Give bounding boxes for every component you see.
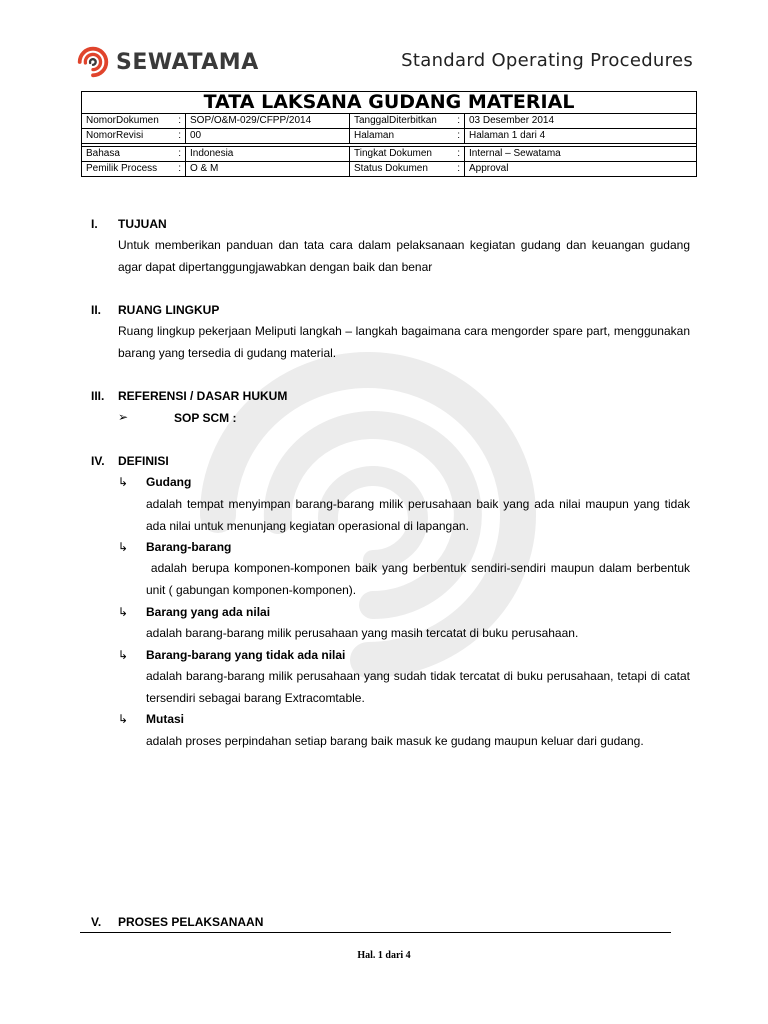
- section-number: I.: [91, 217, 98, 231]
- meta-value: SOP/O&M-029/CFPP/2014: [186, 114, 350, 129]
- meta-value: 00: [186, 129, 350, 144]
- meta-colon: :: [178, 130, 181, 141]
- section-paragraph: Ruang lingkup pekerjaan Meliputi langkah – langkah bagaimana cara mengorder spare part, menggunakan barang yang tersedia di gudang material.: [118, 324, 690, 360]
- hook-arrow-icon: ↳: [118, 540, 129, 554]
- section-number: III.: [91, 389, 105, 403]
- meta-colon: :: [457, 115, 460, 126]
- section-heading: RUANG LINGKUP: [118, 303, 220, 317]
- meta-value: Approval: [465, 162, 697, 177]
- footer-divider: [80, 932, 671, 933]
- meta-colon: :: [457, 163, 460, 174]
- definition-term: Barang-barang: [146, 540, 232, 554]
- hook-arrow-icon: ↳: [118, 605, 129, 619]
- document-meta-table: [81, 91, 697, 177]
- meta-row: [82, 162, 697, 177]
- meta-label: Bahasa: [86, 148, 120, 159]
- meta-value: Internal – Sewatama: [465, 147, 697, 162]
- definition-term: Barang-barang yang tidak ada nilai: [146, 648, 346, 662]
- section-number: V.: [91, 915, 102, 929]
- section-heading: TUJUAN: [118, 217, 167, 231]
- meta-label: NomorRevisi: [86, 130, 144, 141]
- meta-value: Halaman 1 dari 4: [465, 129, 697, 144]
- definition-text: adalah proses perpindahan setiap barang baik masuk ke gudang maupun keluar dari gudang.: [146, 734, 644, 748]
- definition-text: adalah barang-barang milik perusahaan yang masih tercatat di buku perusahaan.: [146, 626, 579, 640]
- section-paragraph: Untuk memberikan panduan dan tata cara dalam pelaksanaan kegiatan gudang dan keuangan gudang agar dapat dipertanggungjawabkan dengan baik dan benar: [118, 238, 690, 274]
- meta-label: NomorDokumen: [86, 115, 159, 126]
- definition-text: adalah tempat menyimpan barang-barang milik perusahaan baik yang ada nilai maupun yang tidak ada nilai untuk menunjang kegiatan operasional di lapangan.: [146, 497, 690, 533]
- meta-value: Indonesia: [186, 147, 350, 162]
- section-number: IV.: [91, 454, 105, 468]
- arrow-bullet-icon: ➢: [118, 410, 129, 424]
- header-doc-type: Standard Operating Procedures: [401, 50, 693, 71]
- meta-label: Halaman: [354, 130, 395, 141]
- section-heading: PROSES PELAKSANAAN: [118, 915, 264, 929]
- definition-term: Barang yang ada nilai: [146, 605, 271, 619]
- meta-colon: :: [457, 130, 460, 141]
- meta-colon: :: [178, 115, 181, 126]
- meta-value: O & M: [186, 162, 350, 177]
- hook-arrow-icon: ↳: [118, 475, 129, 489]
- definition-term: Mutasi: [146, 712, 185, 726]
- definition-text: adalah barang-barang milik perusahaan yang sudah tidak tercatat di buku perusahaan, tetapi di catat tersendiri sebagai barang Extracomtable.: [146, 669, 690, 705]
- hook-arrow-icon: ↳: [118, 712, 129, 726]
- meta-colon: :: [178, 148, 181, 159]
- meta-colon: :: [178, 163, 181, 174]
- meta-row: [82, 147, 697, 162]
- meta-label: TanggalDiterbitkan: [354, 115, 437, 126]
- company-logo: [74, 43, 259, 81]
- meta-label: Tingkat Dokumen: [354, 148, 432, 159]
- meta-row: [82, 114, 697, 129]
- meta-label: Status Dokumen: [354, 163, 428, 174]
- section-heading: REFERENSI / DASAR HUKUM: [118, 389, 288, 403]
- meta-row: [82, 129, 697, 144]
- meta-label: Pemilik Process: [86, 163, 158, 174]
- footer-page-number: Hal. 1 dari 4: [357, 950, 411, 961]
- meta-value: 03 Desember 2014: [465, 114, 697, 129]
- definition-term: Gudang: [146, 475, 192, 489]
- sewatama-swirl-icon: [74, 43, 112, 81]
- reference-item: SOP SCM :: [174, 411, 237, 425]
- section-number: II.: [91, 303, 102, 317]
- section-heading: DEFINISI: [118, 454, 169, 468]
- definition-text: adalah berupa komponen-komponen baik yang berbentuk sendiri-sendiri maupun dalam berbentuk unit ( gabungan komponen-komponen).: [146, 561, 694, 597]
- document-title: TATA LAKSANA GUDANG MATERIAL: [82, 92, 697, 114]
- meta-colon: :: [457, 148, 460, 159]
- company-name: SEWATAMA: [116, 49, 259, 75]
- hook-arrow-icon: ↳: [118, 648, 129, 662]
